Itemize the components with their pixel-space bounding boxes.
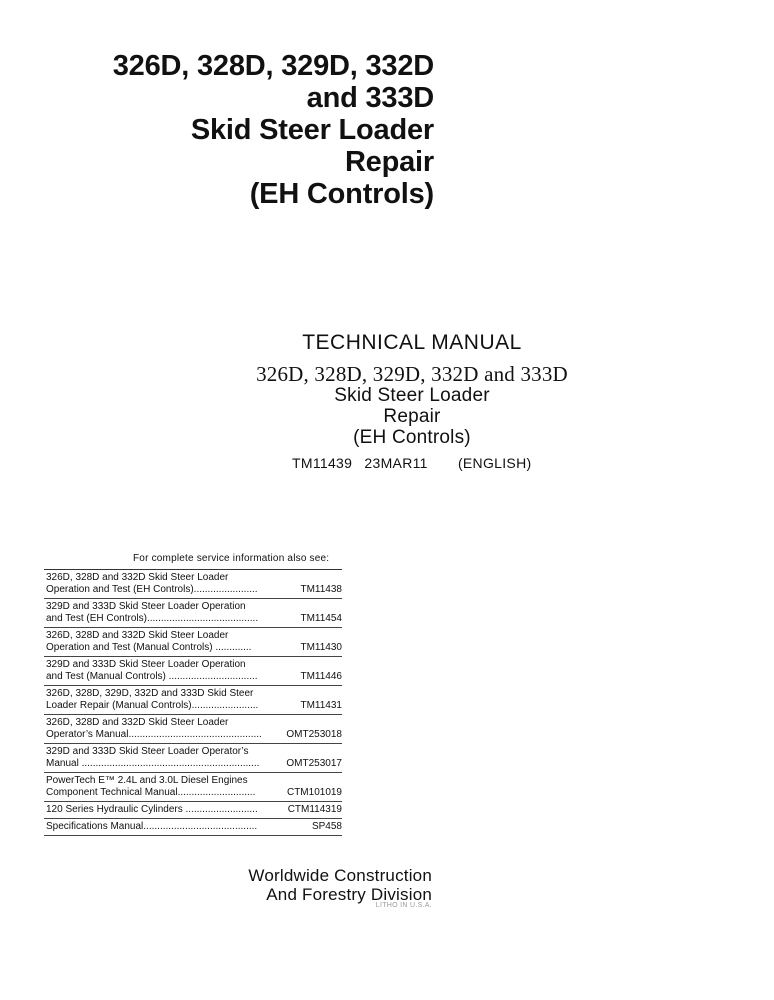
division-footer xyxy=(210,866,432,904)
technical-manual-heading: TECHNICAL MANUAL xyxy=(302,331,522,354)
reference-row xyxy=(44,570,342,599)
reference-code: CTM101019 xyxy=(286,787,342,798)
reference-line xyxy=(46,642,342,654)
subtitle-line: (EH Controls) xyxy=(353,427,471,448)
reference-code: OMT253018 xyxy=(286,729,342,740)
manual-identifier xyxy=(292,455,531,471)
cover-title-line: (EH Controls) xyxy=(249,178,434,210)
reference-code: TM11446 xyxy=(300,671,342,682)
cover-title-line: and 333D xyxy=(306,82,434,114)
technical-manual-block xyxy=(200,330,624,448)
reference-line xyxy=(46,671,342,683)
reference-line xyxy=(46,584,342,596)
reference-row xyxy=(44,802,342,819)
references-table xyxy=(44,569,342,836)
subtitle-line: 326D, 328D, 329D, 332D and 333D xyxy=(256,362,568,386)
references-intro: For complete service information also see: xyxy=(133,553,330,564)
reference-line xyxy=(46,630,342,642)
reference-description: 326D, 328D, 329D, 332D and 333D Skid Steer xyxy=(46,688,254,699)
reference-line xyxy=(46,688,342,700)
reference-line xyxy=(46,821,342,833)
reference-code: TM11430 xyxy=(300,642,342,653)
reference-description: 329D and 333D Skid Steer Loader Operator’s xyxy=(46,746,249,757)
reference-code: TM11438 xyxy=(300,584,342,595)
reference-row xyxy=(44,773,342,802)
reference-row xyxy=(44,715,342,744)
reference-row xyxy=(44,686,342,715)
reference-description: 120 Series Hydraulic Cylinders .......................... xyxy=(46,804,258,815)
reference-description: Manual ................................................................ xyxy=(46,758,260,769)
reference-description: PowerTech E™ 2.4L and 3.0L Diesel Engines xyxy=(46,775,248,786)
reference-row xyxy=(44,657,342,686)
reference-line xyxy=(46,572,342,584)
reference-line xyxy=(46,787,342,799)
reference-description: Operation and Test (Manual Controls) ............. xyxy=(46,642,252,653)
reference-row xyxy=(44,599,342,628)
reference-description: Specifications Manual......................................... xyxy=(46,821,258,832)
reference-description: Component Technical Manual............................ xyxy=(46,787,256,798)
reference-description: 326D, 328D and 332D Skid Steer Loader xyxy=(46,717,229,728)
cover-title-line: Skid Steer Loader xyxy=(190,114,434,146)
reference-description: 329D and 333D Skid Steer Loader Operation xyxy=(46,659,246,670)
language: (ENGLISH) xyxy=(457,455,532,471)
division-line: Worldwide Construction xyxy=(248,866,432,885)
reference-line xyxy=(46,659,342,671)
reference-line xyxy=(46,758,342,770)
cover-title xyxy=(60,50,434,210)
reference-description: 329D and 333D Skid Steer Loader Operation xyxy=(46,601,246,612)
reference-code: TM11454 xyxy=(300,613,342,624)
reference-code: OMT253017 xyxy=(286,758,342,769)
subtitle-line: Skid Steer Loader xyxy=(334,385,490,406)
reference-line xyxy=(46,717,342,729)
reference-line xyxy=(46,746,342,758)
division-line: And Forestry Division xyxy=(266,885,432,904)
reference-row xyxy=(44,744,342,773)
reference-line xyxy=(46,804,342,816)
tm-number: TM11439 xyxy=(292,455,353,471)
reference-code: TM11431 xyxy=(300,700,342,711)
publication-date: 23MAR11 xyxy=(364,455,428,471)
cover-title-line: 326D, 328D, 329D, 332D xyxy=(112,50,434,82)
reference-line xyxy=(46,700,342,712)
reference-description: Operator’s Manual................................................ xyxy=(46,729,262,740)
reference-row xyxy=(44,819,342,836)
cover-title-line: Repair xyxy=(344,146,434,178)
reference-line xyxy=(46,729,342,741)
litho-note: LITHO IN U.S.A. xyxy=(375,902,432,909)
reference-description: and Test (EH Controls)........................................ xyxy=(46,613,259,624)
reference-line xyxy=(46,613,342,625)
reference-description: 326D, 328D and 332D Skid Steer Loader xyxy=(46,572,229,583)
reference-description: 326D, 328D and 332D Skid Steer Loader xyxy=(46,630,229,641)
reference-line xyxy=(46,775,342,787)
reference-description: Operation and Test (EH Controls)....................... xyxy=(46,584,258,595)
subtitle-line: Repair xyxy=(383,406,441,427)
technical-manual-subtitle xyxy=(200,364,624,448)
reference-code: CTM114319 xyxy=(287,804,342,815)
reference-row xyxy=(44,628,342,657)
reference-code: SP458 xyxy=(311,821,342,832)
reference-line xyxy=(46,601,342,613)
reference-description: and Test (Manual Controls) ................................ xyxy=(46,671,258,682)
reference-description: Loader Repair (Manual Controls)........................ xyxy=(46,700,259,711)
